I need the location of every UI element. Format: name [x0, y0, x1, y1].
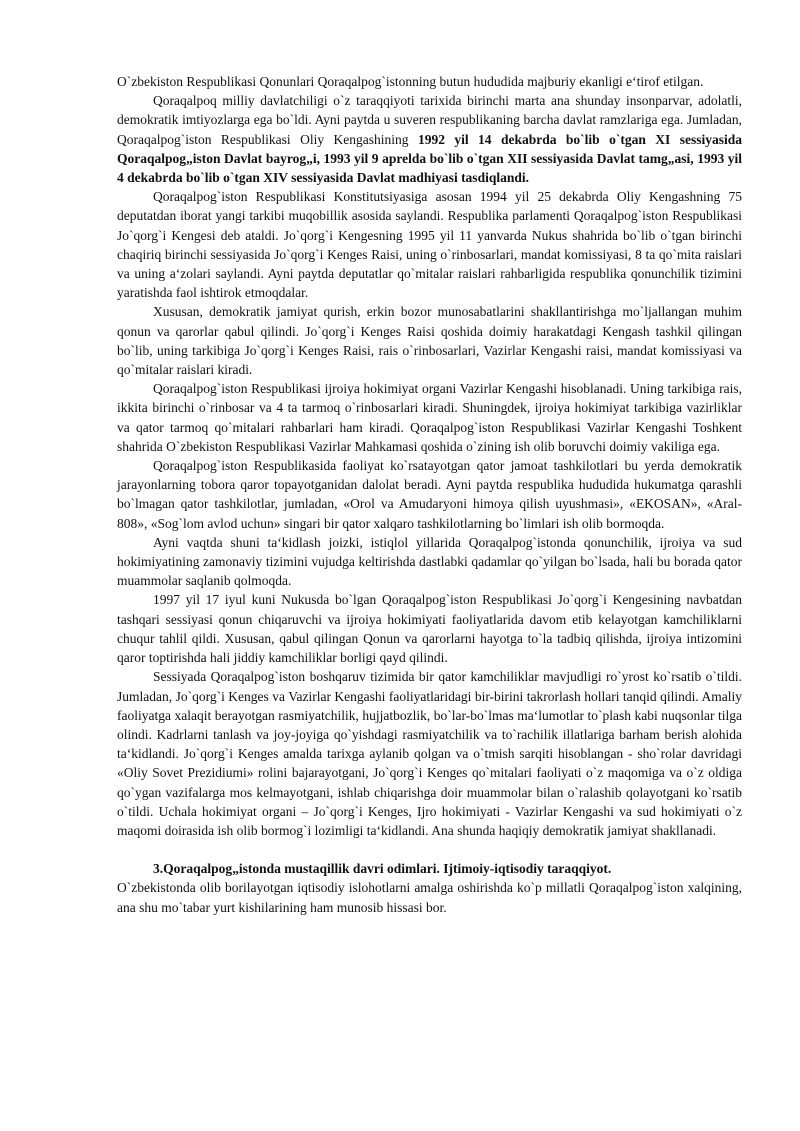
paragraph-4: Xususan, demokratik jamiyat qurish, erkin bozor munosabatlarini shakllantirishga mo`ljallangan muhim qonun va qarorlar qabul qilindi. Jo`qorg`i Kenges Raisi qoshida doimiy harakatdagi Kengash tashkil qilingan bo`lib, uning tarkibiga Jo`qorg`i Kenges Raisi, rais o`rinbosarlari, Vazirlar Kengashi raisi, mandat komissiyasi va qo`mitalar raislari kiradi.	[117, 304, 742, 378]
paragraph-3: Qoraqalpog`iston Respublikasi Konstitutsiyasiga asosan 1994 yil 25 dekabrda Oliy Kengashning 75 deputatdan iborat yangi tarkibi muqobillik asosida saylandi. Respublika parlamenti Qoraqalpog`iston Respublikasi Jo`qorg`i Kengesi deb ataldi. Jo`qorg`i Kengesning 1995 yil 11 yanvarda Nukus shahrida bo`lib o`tgan birinchi chaqiriq birinchi sessiyasida Jo`qorg`i Kenges Raisi, uning o`rinbosarlari, mandat komissiyasi, 8 ta qo`mita raislari va uning a‘zolari saylandi. Ayni paytda deputatlar qo`mitalar raislari rahbarligida respublika qonunchilik tizimini yaratishda faol ishtirok etmoqdalar.	[117, 189, 742, 301]
paragraph-7: Ayni vaqtda shuni ta‘kidlash joizki, istiqlol yillarida Qoraqalpog`istonda qonunchilik, ijroiya va sud hokimiyatining zamonaviy tizimini vujudga keltirishda dastlabki qadamlar qo`yilgan bo`lsada, hali bu borada qator muammolar saqlanib qolmoqda.	[117, 534, 742, 589]
paragraph-2-text: Qoraqalpoq milliy davlatchiligi o`z taraqqiyoti tarixida birinchi marta ana shunday insonparvar, adolatli, demokratik imtiyozlarga ega bo`ldi. Ayni paytda u suveren respublikaning barcha davlat ramzlariga ega. Jumladan, Qoraqalpog`iston Respublikasi Oliy Kengashining	[117, 93, 742, 147]
paragraph-6: Qoraqalpog`iston Respublikasida faoliyat ko`rsatayotgan qator jamoat tashkilotlari bu yerda demokratik jarayonlarning tobora qaror topayotganidan dalolat beradi. Ayni paytda respublika hududida hukumatga qarashli bo`lmagan qator tashkilotlar, jumladan, «Orol va Amudaryoni himoya qilish uyushmasi», «EKOSAN», «Aral-808», «Sog`lom avlod uchun» singari bir qator xalqaro tashkilotlarning bo`limlari ish olib bormoqda.	[117, 458, 742, 531]
paragraph-1: O`zbekiston Respublikasi Qonunlari Qoraqalpog`istonning butun hududida majburiy ekanligi e‘tirof etilgan.	[117, 74, 704, 89]
paragraph-5: Qoraqalpog`iston Respublikasi ijroiya hokimiyat organi Vazirlar Kengashi hisoblanadi. Uning tarkibiga rais, ikkita birinchi o`rinbosar va 4 ta tarmoq o`rinbosarlari kiradi. Shuningdek, ijroiya hokimiyat tarkibiga vazirliklar va qator tarmoq qo`mitalari rahbarlari ham kiradi. Qoraqalpog`iston Respublikasi Vazirlar Kengashi Toshkent shahrida O`zbekiston Respublikasi Vazirlar Mahkamasi qoshida o`zining ish olib boruvchi doimiy vakiliga ega.	[117, 381, 742, 454]
document-page	[117, 72, 742, 917]
paragraph-9: Sessiyada Qoraqalpog`iston boshqaruv tizimida bir qator kamchiliklar mavjudligi ro`yrost ko`rsatib o`tildi. Jumladan, Jo`qorg`i Kenges va Vazirlar Kengashi faoliyatlaridagi bir-birini takrorlash hollari tanqid qilindi. Amaliy faoliyatga xalaqit berayotgan rasmiyatchilik, hujjatbozlik, bo`lar-bo`lmas ma‘lumotlar to`plash kabi nuqsonlar tilga olindi. Kadrlarni tanlash va joy-joyiga qo`yishdagi rasmiyatchilik va to`rachilik illatlariga barham berish alohida ta‘kidlandi. Jo`qorg`i Kenges amalda tarixga aylanib qolgan va o`tmish sarqiti hisoblangan - sho`rolar davridagi «Oliy Sovet Prezidiumi» rolini bajarayotgani, Jo`qorg`i Kenges qo`mitalari faoliyati o`z maqomiga va o`z oldiga qo`ygan vazifalarga mos kelmayotgani, ishlab chiqarishga doir muammolar bilan o`ralashib qolayotgani ko`rsatib o`tildi. Uchala hokimiyat organi – Jo`qorg`i Kenges, Ijro hokimiyati - Vazirlar Kengashi va sud hokimiyati o`z maqomi doirasida ish olib bormog`i lozimligi ta‘kidlandi. Ana shunda haqiqiy demokratik jamiyat shakllanadi.	[117, 669, 742, 838]
paragraph-10: O`zbekistonda olib borilayotgan iqtisodiy islohotlarni amalga oshirishda ko`p millatli Qoraqalpog`iston xalqining, ana shu mo`tabar yurt kishilarining ham munosib hissasi bor.	[117, 880, 742, 915]
section-heading: 3.Qoraqalpog„istonda mustaqillik davri odimlari. Ijtimoiy-iqtisodiy taraqqiyot.	[153, 861, 612, 877]
paragraph-2-bold-text: 1992 yil 14 dekabrda bo`lib o`tgan XI sessiyasida Qoraqalpog„iston Davlat bayrog„i, 1993 yil 9 aprelda bo`lib o`tgan XII sessiyasida Davlat tamg„asi, 1993 yil 4 dekabrda bo`lib o`tgan XIV sessiyasida Davlat madhiyasi tasdiqlandi.	[117, 131, 742, 186]
paragraph-2	[117, 91, 742, 187]
paragraph-8: 1997 yil 17 iyul kuni Nukusda bo`lgan Qoraqalpog`iston Respublikasi Jo`qorg`i Kengesining navbatdan tashqari sessiyasi qonun chiqaruvchi va ijroiya hokimiyati faoliyatlarida davom etib kelayotgan kamchiliklarni chuqur tahlil qildi. Xususan, qabul qilingan Qonun va qarorlarni hayotga to`la tadbiq qilishda, ijroiya intizomini qaror toptirishda hali jiddiy kamchiliklar borligi qayd qilindi.	[117, 592, 742, 666]
